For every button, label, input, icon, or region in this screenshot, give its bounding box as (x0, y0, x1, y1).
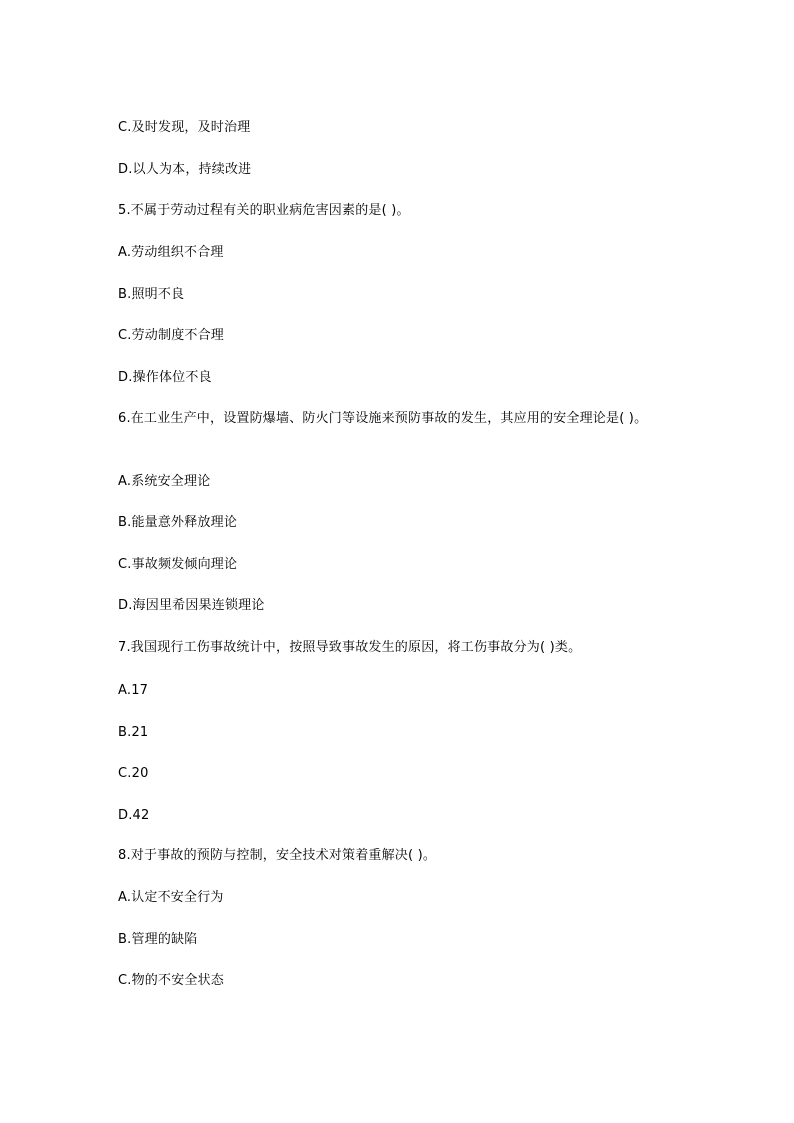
q5-option-d: D.操作体位不良 (118, 370, 212, 385)
q6-option-a: A.系统安全理论 (118, 474, 211, 489)
q7-option-c: C.20 (118, 766, 149, 781)
q7-option-a: A.17 (118, 683, 149, 698)
q5-option-a: A.劳动组织不合理 (118, 245, 224, 260)
question-5: 5.不属于劳动过程有关的职业病危害因素的是( )。 (118, 203, 410, 218)
q8-option-a: A.认定不安全行为 (118, 890, 224, 905)
question-8: 8.对于事故的预防与控制，安全技术对策着重解决( )。 (118, 848, 437, 863)
q6-option-d: D.海因里希因果连锁理论 (118, 598, 265, 613)
q6-option-c: C.事故频发倾向理论 (118, 557, 238, 572)
q5-option-b: B.照明不良 (118, 287, 185, 302)
q5-option-c: C.劳动制度不合理 (118, 328, 225, 343)
q7-option-b: B.21 (118, 725, 149, 740)
q8-option-b: B.管理的缺陷 (118, 932, 198, 947)
q8-option-c: C.物的不安全状态 (118, 973, 225, 988)
question-6: 6.在工业生产中，设置防爆墙、防火门等设施来预防事故的发生，其应用的安全理论是( )。 (118, 411, 648, 426)
q6-option-b: B.能量意外释放理论 (118, 515, 238, 530)
question-7: 7.我国现行工伤事故统计中，按照导致事故发生的原因，将工伤事故分为( )类。 (118, 640, 582, 655)
q4-option-d: D.以人为本，持续改进 (118, 162, 252, 177)
q7-option-d: D.42 (118, 808, 150, 823)
q4-option-c: C.及时发现，及时治理 (118, 120, 251, 135)
